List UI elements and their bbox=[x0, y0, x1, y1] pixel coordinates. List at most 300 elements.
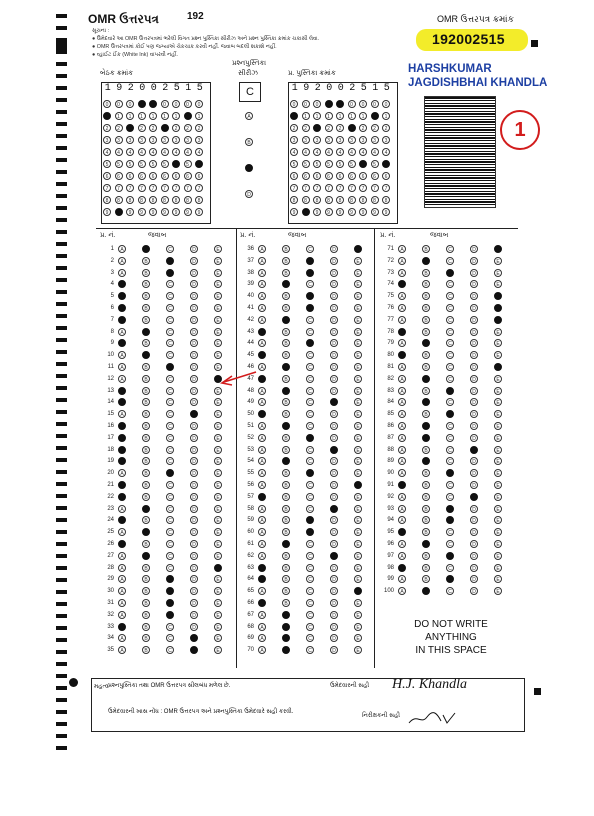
digit-bubble[interactable]: 3 bbox=[184, 136, 192, 144]
answer-bubble[interactable] bbox=[258, 351, 266, 359]
answer-bubble[interactable] bbox=[422, 422, 430, 430]
answer-bubble[interactable]: D bbox=[330, 339, 338, 347]
answer-bubble[interactable]: D bbox=[190, 446, 198, 454]
digit-bubble[interactable]: 8 bbox=[161, 196, 169, 204]
answer-bubble[interactable] bbox=[166, 575, 174, 583]
answer-bubble[interactable]: B bbox=[422, 363, 430, 371]
answer-bubble[interactable]: D bbox=[190, 599, 198, 607]
answer-bubble[interactable]: A bbox=[258, 387, 266, 395]
digit-bubble[interactable]: 0 bbox=[126, 100, 134, 108]
digit-bubble[interactable]: 9 bbox=[184, 208, 192, 216]
answer-bubble[interactable]: D bbox=[470, 469, 478, 477]
answer-bubble[interactable]: C bbox=[306, 351, 314, 359]
answer-bubble[interactable] bbox=[422, 457, 430, 465]
answer-bubble[interactable]: E bbox=[354, 339, 362, 347]
answer-bubble[interactable]: B bbox=[282, 446, 290, 454]
answer-bubble[interactable]: C bbox=[166, 328, 174, 336]
answer-bubble[interactable]: D bbox=[330, 646, 338, 654]
answer-bubble[interactable]: B bbox=[282, 575, 290, 583]
answer-bubble[interactable]: B bbox=[142, 493, 150, 501]
answer-bubble[interactable]: E bbox=[354, 575, 362, 583]
digit-bubble[interactable]: 3 bbox=[382, 136, 390, 144]
answer-bubble[interactable]: C bbox=[166, 528, 174, 536]
answer-bubble[interactable] bbox=[258, 328, 266, 336]
answer-bubble[interactable]: C bbox=[166, 564, 174, 572]
answer-bubble[interactable]: B bbox=[422, 410, 430, 418]
answer-bubble[interactable]: E bbox=[214, 351, 222, 359]
answer-bubble[interactable]: E bbox=[354, 363, 362, 371]
answer-bubble[interactable]: B bbox=[142, 611, 150, 619]
answer-bubble[interactable]: B bbox=[142, 422, 150, 430]
answer-bubble[interactable]: D bbox=[190, 257, 198, 265]
digit-bubble[interactable]: 0 bbox=[195, 100, 203, 108]
digit-bubble[interactable]: 2 bbox=[149, 124, 157, 132]
digit-bubble[interactable]: 1 bbox=[348, 112, 356, 120]
answer-bubble[interactable]: B bbox=[422, 280, 430, 288]
answer-bubble[interactable] bbox=[354, 245, 362, 253]
digit-bubble[interactable]: 6 bbox=[103, 172, 111, 180]
answer-bubble[interactable]: C bbox=[166, 446, 174, 454]
answer-bubble[interactable]: A bbox=[258, 339, 266, 347]
digit-bubble[interactable]: 6 bbox=[382, 172, 390, 180]
answer-bubble[interactable] bbox=[166, 257, 174, 265]
answer-bubble[interactable]: D bbox=[190, 422, 198, 430]
answer-bubble[interactable]: C bbox=[446, 540, 454, 548]
digit-bubble[interactable]: 4 bbox=[195, 148, 203, 156]
digit-bubble[interactable]: 2 bbox=[325, 124, 333, 132]
answer-bubble[interactable]: D bbox=[190, 434, 198, 442]
answer-bubble[interactable]: A bbox=[258, 587, 266, 595]
answer-bubble[interactable]: D bbox=[330, 351, 338, 359]
answer-bubble[interactable]: D bbox=[190, 292, 198, 300]
answer-bubble[interactable]: C bbox=[306, 564, 314, 572]
answer-bubble[interactable]: A bbox=[118, 245, 126, 253]
answer-bubble[interactable]: E bbox=[214, 292, 222, 300]
answer-bubble[interactable]: C bbox=[306, 328, 314, 336]
answer-bubble[interactable]: B bbox=[142, 469, 150, 477]
answer-bubble[interactable] bbox=[118, 422, 126, 430]
answer-bubble[interactable]: E bbox=[494, 552, 502, 560]
answer-bubble[interactable]: B bbox=[282, 410, 290, 418]
digit-bubble[interactable]: 0 bbox=[161, 100, 169, 108]
answer-bubble[interactable]: D bbox=[470, 328, 478, 336]
digit-bubble[interactable]: 7 bbox=[103, 184, 111, 192]
answer-bubble[interactable] bbox=[142, 505, 150, 513]
digit-bubble[interactable]: 1 bbox=[115, 112, 123, 120]
answer-bubble[interactable]: B bbox=[282, 493, 290, 501]
answer-bubble[interactable]: D bbox=[470, 587, 478, 595]
answer-bubble[interactable]: B bbox=[282, 516, 290, 524]
digit-bubble[interactable]: 6 bbox=[115, 172, 123, 180]
digit-bubble[interactable]: 4 bbox=[184, 148, 192, 156]
answer-bubble[interactable] bbox=[190, 634, 198, 642]
answer-bubble[interactable]: A bbox=[398, 434, 406, 442]
answer-bubble[interactable]: B bbox=[142, 540, 150, 548]
digit-bubble[interactable]: 6 bbox=[313, 172, 321, 180]
digit-bubble[interactable]: 1 bbox=[325, 112, 333, 120]
answer-bubble[interactable]: C bbox=[446, 422, 454, 430]
digit-bubble[interactable]: 8 bbox=[172, 196, 180, 204]
answer-bubble[interactable]: C bbox=[166, 387, 174, 395]
answer-bubble[interactable]: A bbox=[258, 304, 266, 312]
answer-bubble[interactable]: D bbox=[190, 280, 198, 288]
answer-bubble[interactable]: D bbox=[190, 245, 198, 253]
digit-bubble[interactable] bbox=[336, 100, 344, 108]
answer-bubble[interactable]: B bbox=[282, 469, 290, 477]
answer-bubble[interactable] bbox=[118, 292, 126, 300]
answer-bubble[interactable]: B bbox=[142, 623, 150, 631]
series-bubble[interactable] bbox=[245, 164, 253, 172]
answer-bubble[interactable]: D bbox=[330, 540, 338, 548]
answer-bubble[interactable]: B bbox=[282, 351, 290, 359]
answer-bubble[interactable]: B bbox=[142, 316, 150, 324]
answer-bubble[interactable] bbox=[166, 587, 174, 595]
digit-bubble[interactable] bbox=[382, 160, 390, 168]
answer-bubble[interactable]: B bbox=[422, 328, 430, 336]
answer-bubble[interactable] bbox=[446, 410, 454, 418]
answer-bubble[interactable]: E bbox=[214, 528, 222, 536]
digit-bubble[interactable]: 4 bbox=[115, 148, 123, 156]
answer-bubble[interactable] bbox=[282, 457, 290, 465]
series-bubble[interactable]: D bbox=[245, 190, 253, 198]
answer-bubble[interactable]: A bbox=[258, 634, 266, 642]
answer-bubble[interactable]: E bbox=[354, 387, 362, 395]
answer-bubble[interactable]: E bbox=[354, 269, 362, 277]
answer-bubble[interactable]: D bbox=[330, 375, 338, 383]
answer-bubble[interactable]: E bbox=[354, 328, 362, 336]
digit-bubble[interactable] bbox=[115, 208, 123, 216]
answer-bubble[interactable]: B bbox=[282, 269, 290, 277]
answer-bubble[interactable]: B bbox=[142, 646, 150, 654]
answer-bubble[interactable]: D bbox=[470, 292, 478, 300]
answer-bubble[interactable] bbox=[118, 446, 126, 454]
answer-bubble[interactable] bbox=[118, 280, 126, 288]
digit-bubble[interactable]: 7 bbox=[336, 184, 344, 192]
digit-bubble[interactable]: 2 bbox=[103, 124, 111, 132]
answer-bubble[interactable] bbox=[258, 410, 266, 418]
answer-bubble[interactable]: E bbox=[214, 587, 222, 595]
answer-bubble[interactable]: E bbox=[354, 398, 362, 406]
digit-bubble[interactable]: 3 bbox=[336, 136, 344, 144]
answer-bubble[interactable] bbox=[258, 599, 266, 607]
digit-bubble[interactable]: 6 bbox=[161, 172, 169, 180]
digit-bubble[interactable]: 9 bbox=[348, 208, 356, 216]
answer-bubble[interactable]: D bbox=[330, 634, 338, 642]
digit-bubble[interactable]: 7 bbox=[172, 184, 180, 192]
answer-bubble[interactable] bbox=[306, 257, 314, 265]
answer-bubble[interactable] bbox=[142, 245, 150, 253]
answer-bubble[interactable] bbox=[282, 316, 290, 324]
answer-bubble[interactable]: B bbox=[282, 398, 290, 406]
answer-bubble[interactable] bbox=[470, 493, 478, 501]
answer-bubble[interactable]: E bbox=[354, 316, 362, 324]
digit-bubble[interactable]: 7 bbox=[184, 184, 192, 192]
answer-bubble[interactable]: C bbox=[446, 328, 454, 336]
answer-bubble[interactable]: E bbox=[354, 646, 362, 654]
answer-bubble[interactable]: D bbox=[190, 552, 198, 560]
answer-bubble[interactable]: D bbox=[330, 292, 338, 300]
digit-bubble[interactable]: 4 bbox=[172, 148, 180, 156]
answer-bubble[interactable]: C bbox=[306, 611, 314, 619]
answer-bubble[interactable]: C bbox=[446, 292, 454, 300]
digit-bubble[interactable]: 1 bbox=[138, 112, 146, 120]
answer-bubble[interactable] bbox=[306, 292, 314, 300]
digit-bubble[interactable]: 3 bbox=[149, 136, 157, 144]
answer-bubble[interactable]: E bbox=[494, 446, 502, 454]
answer-bubble[interactable]: C bbox=[166, 646, 174, 654]
answer-bubble[interactable]: A bbox=[118, 587, 126, 595]
digit-bubble[interactable]: 7 bbox=[149, 184, 157, 192]
answer-bubble[interactable]: B bbox=[282, 339, 290, 347]
answer-bubble[interactable]: C bbox=[306, 599, 314, 607]
answer-bubble[interactable]: E bbox=[214, 387, 222, 395]
digit-bubble[interactable]: 3 bbox=[348, 136, 356, 144]
answer-bubble[interactable] bbox=[258, 493, 266, 501]
answer-bubble[interactable]: C bbox=[446, 398, 454, 406]
answer-bubble[interactable]: E bbox=[494, 493, 502, 501]
digit-bubble[interactable]: 0 bbox=[103, 100, 111, 108]
answer-bubble[interactable]: B bbox=[422, 292, 430, 300]
answer-bubble[interactable]: D bbox=[190, 363, 198, 371]
answer-bubble[interactable] bbox=[446, 387, 454, 395]
answer-bubble[interactable]: A bbox=[398, 516, 406, 524]
answer-bubble[interactable]: E bbox=[354, 634, 362, 642]
answer-bubble[interactable]: C bbox=[166, 623, 174, 631]
answer-bubble[interactable]: D bbox=[190, 493, 198, 501]
answer-bubble[interactable]: B bbox=[282, 304, 290, 312]
answer-bubble[interactable] bbox=[258, 564, 266, 572]
answer-bubble[interactable] bbox=[118, 457, 126, 465]
answer-bubble[interactable]: A bbox=[118, 257, 126, 265]
digit-bubble[interactable]: 7 bbox=[290, 184, 298, 192]
answer-bubble[interactable]: B bbox=[142, 446, 150, 454]
answer-bubble[interactable]: B bbox=[142, 269, 150, 277]
answer-bubble[interactable]: E bbox=[354, 469, 362, 477]
answer-bubble[interactable]: E bbox=[494, 398, 502, 406]
answer-bubble[interactable]: E bbox=[494, 351, 502, 359]
answer-bubble[interactable]: D bbox=[190, 351, 198, 359]
answer-bubble[interactable]: A bbox=[258, 516, 266, 524]
answer-bubble[interactable] bbox=[166, 611, 174, 619]
answer-bubble[interactable]: E bbox=[214, 446, 222, 454]
digit-bubble[interactable]: 9 bbox=[325, 208, 333, 216]
answer-bubble[interactable] bbox=[422, 257, 430, 265]
answer-bubble[interactable]: D bbox=[470, 304, 478, 312]
digit-bubble[interactable]: 3 bbox=[359, 136, 367, 144]
digit-bubble[interactable]: 3 bbox=[138, 136, 146, 144]
answer-bubble[interactable]: E bbox=[214, 634, 222, 642]
digit-bubble[interactable] bbox=[172, 160, 180, 168]
answer-bubble[interactable]: E bbox=[494, 469, 502, 477]
answer-bubble[interactable]: B bbox=[422, 575, 430, 583]
answer-bubble[interactable]: E bbox=[494, 269, 502, 277]
answer-bubble[interactable]: E bbox=[494, 481, 502, 489]
answer-bubble[interactable] bbox=[398, 564, 406, 572]
answer-bubble[interactable]: E bbox=[354, 257, 362, 265]
answer-bubble[interactable]: B bbox=[142, 363, 150, 371]
answer-bubble[interactable]: A bbox=[118, 469, 126, 477]
answer-bubble[interactable]: B bbox=[142, 564, 150, 572]
answer-bubble[interactable]: C bbox=[446, 351, 454, 359]
digit-bubble[interactable]: 9 bbox=[138, 208, 146, 216]
answer-bubble[interactable] bbox=[258, 375, 266, 383]
digit-bubble[interactable] bbox=[302, 208, 310, 216]
answer-bubble[interactable]: B bbox=[282, 257, 290, 265]
answer-bubble[interactable] bbox=[142, 528, 150, 536]
answer-bubble[interactable]: C bbox=[166, 540, 174, 548]
answer-bubble[interactable]: B bbox=[142, 516, 150, 524]
answer-bubble[interactable] bbox=[282, 280, 290, 288]
answer-bubble[interactable]: D bbox=[330, 481, 338, 489]
answer-bubble[interactable]: D bbox=[330, 422, 338, 430]
answer-bubble[interactable]: D bbox=[330, 564, 338, 572]
answer-bubble[interactable]: E bbox=[214, 457, 222, 465]
answer-bubble[interactable]: B bbox=[422, 481, 430, 489]
answer-bubble[interactable]: D bbox=[330, 280, 338, 288]
answer-bubble[interactable]: B bbox=[142, 457, 150, 465]
digit-bubble[interactable] bbox=[359, 160, 367, 168]
answer-bubble[interactable] bbox=[118, 540, 126, 548]
answer-bubble[interactable]: C bbox=[306, 280, 314, 288]
answer-bubble[interactable]: D bbox=[190, 516, 198, 524]
answer-bubble[interactable]: D bbox=[470, 245, 478, 253]
answer-bubble[interactable]: C bbox=[306, 623, 314, 631]
answer-bubble[interactable]: E bbox=[354, 422, 362, 430]
digit-bubble[interactable]: 4 bbox=[103, 148, 111, 156]
answer-bubble[interactable]: B bbox=[422, 446, 430, 454]
answer-bubble[interactable]: D bbox=[330, 410, 338, 418]
digit-bubble[interactable]: 7 bbox=[348, 184, 356, 192]
answer-bubble[interactable]: E bbox=[354, 611, 362, 619]
answer-bubble[interactable] bbox=[446, 575, 454, 583]
answer-bubble[interactable]: C bbox=[446, 339, 454, 347]
answer-bubble[interactable]: E bbox=[354, 552, 362, 560]
answer-bubble[interactable]: C bbox=[166, 280, 174, 288]
answer-bubble[interactable]: B bbox=[422, 387, 430, 395]
digit-bubble[interactable]: 7 bbox=[138, 184, 146, 192]
answer-bubble[interactable] bbox=[446, 552, 454, 560]
digit-bubble[interactable]: 1 bbox=[302, 112, 310, 120]
digit-bubble[interactable]: 4 bbox=[382, 148, 390, 156]
answer-bubble[interactable]: A bbox=[118, 575, 126, 583]
answer-bubble[interactable]: A bbox=[118, 611, 126, 619]
answer-bubble[interactable]: B bbox=[142, 587, 150, 595]
answer-bubble[interactable]: E bbox=[214, 280, 222, 288]
answer-bubble[interactable] bbox=[330, 505, 338, 513]
answer-bubble[interactable]: D bbox=[470, 269, 478, 277]
answer-bubble[interactable]: E bbox=[354, 292, 362, 300]
answer-bubble[interactable]: E bbox=[354, 457, 362, 465]
digit-bubble[interactable]: 8 bbox=[115, 196, 123, 204]
answer-bubble[interactable]: A bbox=[258, 623, 266, 631]
digit-bubble[interactable]: 6 bbox=[359, 172, 367, 180]
answer-bubble[interactable]: A bbox=[118, 599, 126, 607]
answer-bubble[interactable]: E bbox=[354, 280, 362, 288]
answer-bubble[interactable]: D bbox=[190, 528, 198, 536]
answer-bubble[interactable] bbox=[118, 398, 126, 406]
digit-bubble[interactable]: 4 bbox=[138, 148, 146, 156]
answer-bubble[interactable] bbox=[118, 434, 126, 442]
digit-bubble[interactable]: 1 bbox=[149, 112, 157, 120]
digit-bubble[interactable]: 9 bbox=[172, 208, 180, 216]
answer-bubble[interactable]: E bbox=[214, 316, 222, 324]
answer-bubble[interactable]: D bbox=[470, 552, 478, 560]
answer-bubble[interactable]: E bbox=[494, 387, 502, 395]
answer-bubble[interactable]: D bbox=[470, 564, 478, 572]
answer-bubble[interactable]: C bbox=[446, 375, 454, 383]
answer-bubble[interactable]: A bbox=[398, 505, 406, 513]
digit-bubble[interactable] bbox=[348, 124, 356, 132]
answer-bubble[interactable]: C bbox=[166, 634, 174, 642]
digit-bubble[interactable]: 5 bbox=[115, 160, 123, 168]
answer-bubble[interactable] bbox=[282, 611, 290, 619]
digit-bubble[interactable]: 0 bbox=[290, 100, 298, 108]
digit-bubble[interactable]: 9 bbox=[290, 208, 298, 216]
answer-bubble[interactable]: C bbox=[166, 304, 174, 312]
digit-bubble[interactable]: 7 bbox=[325, 184, 333, 192]
answer-bubble[interactable]: A bbox=[118, 634, 126, 642]
answer-bubble[interactable]: B bbox=[422, 316, 430, 324]
answer-bubble[interactable]: A bbox=[398, 292, 406, 300]
digit-bubble[interactable]: 8 bbox=[302, 196, 310, 204]
digit-bubble[interactable]: 3 bbox=[115, 136, 123, 144]
answer-bubble[interactable]: C bbox=[306, 505, 314, 513]
digit-bubble[interactable]: 8 bbox=[138, 196, 146, 204]
answer-bubble[interactable]: D bbox=[470, 375, 478, 383]
answer-bubble[interactable] bbox=[190, 410, 198, 418]
answer-bubble[interactable] bbox=[422, 587, 430, 595]
answer-bubble[interactable]: B bbox=[282, 434, 290, 442]
answer-bubble[interactable]: B bbox=[282, 505, 290, 513]
digit-bubble[interactable]: 2 bbox=[172, 124, 180, 132]
answer-bubble[interactable]: B bbox=[142, 339, 150, 347]
digit-bubble[interactable]: 6 bbox=[325, 172, 333, 180]
digit-bubble[interactable]: 3 bbox=[161, 136, 169, 144]
digit-bubble[interactable]: 6 bbox=[290, 172, 298, 180]
digit-bubble[interactable]: 5 bbox=[371, 160, 379, 168]
answer-bubble[interactable]: D bbox=[330, 611, 338, 619]
answer-bubble[interactable]: B bbox=[422, 469, 430, 477]
digit-bubble[interactable]: 1 bbox=[126, 112, 134, 120]
digit-bubble[interactable]: 6 bbox=[336, 172, 344, 180]
answer-bubble[interactable] bbox=[398, 351, 406, 359]
answer-bubble[interactable]: C bbox=[446, 446, 454, 454]
digit-bubble[interactable]: 3 bbox=[195, 136, 203, 144]
answer-bubble[interactable]: C bbox=[166, 516, 174, 524]
answer-bubble[interactable]: D bbox=[470, 410, 478, 418]
digit-bubble[interactable]: 8 bbox=[336, 196, 344, 204]
answer-bubble[interactable]: C bbox=[306, 646, 314, 654]
answer-bubble[interactable]: C bbox=[166, 457, 174, 465]
answer-bubble[interactable]: C bbox=[306, 363, 314, 371]
answer-bubble[interactable] bbox=[330, 446, 338, 454]
digit-bubble[interactable] bbox=[103, 112, 111, 120]
answer-bubble[interactable]: A bbox=[398, 387, 406, 395]
answer-bubble[interactable]: A bbox=[398, 552, 406, 560]
answer-bubble[interactable]: B bbox=[142, 387, 150, 395]
digit-bubble[interactable]: 6 bbox=[149, 172, 157, 180]
answer-bubble[interactable] bbox=[166, 269, 174, 277]
answer-bubble[interactable]: B bbox=[422, 269, 430, 277]
answer-bubble[interactable] bbox=[446, 269, 454, 277]
answer-bubble[interactable] bbox=[282, 363, 290, 371]
answer-bubble[interactable]: E bbox=[354, 599, 362, 607]
answer-bubble[interactable]: E bbox=[494, 339, 502, 347]
answer-bubble[interactable]: A bbox=[398, 587, 406, 595]
digit-bubble[interactable]: 3 bbox=[371, 136, 379, 144]
answer-bubble[interactable]: A bbox=[398, 363, 406, 371]
digit-bubble[interactable]: 8 bbox=[184, 196, 192, 204]
